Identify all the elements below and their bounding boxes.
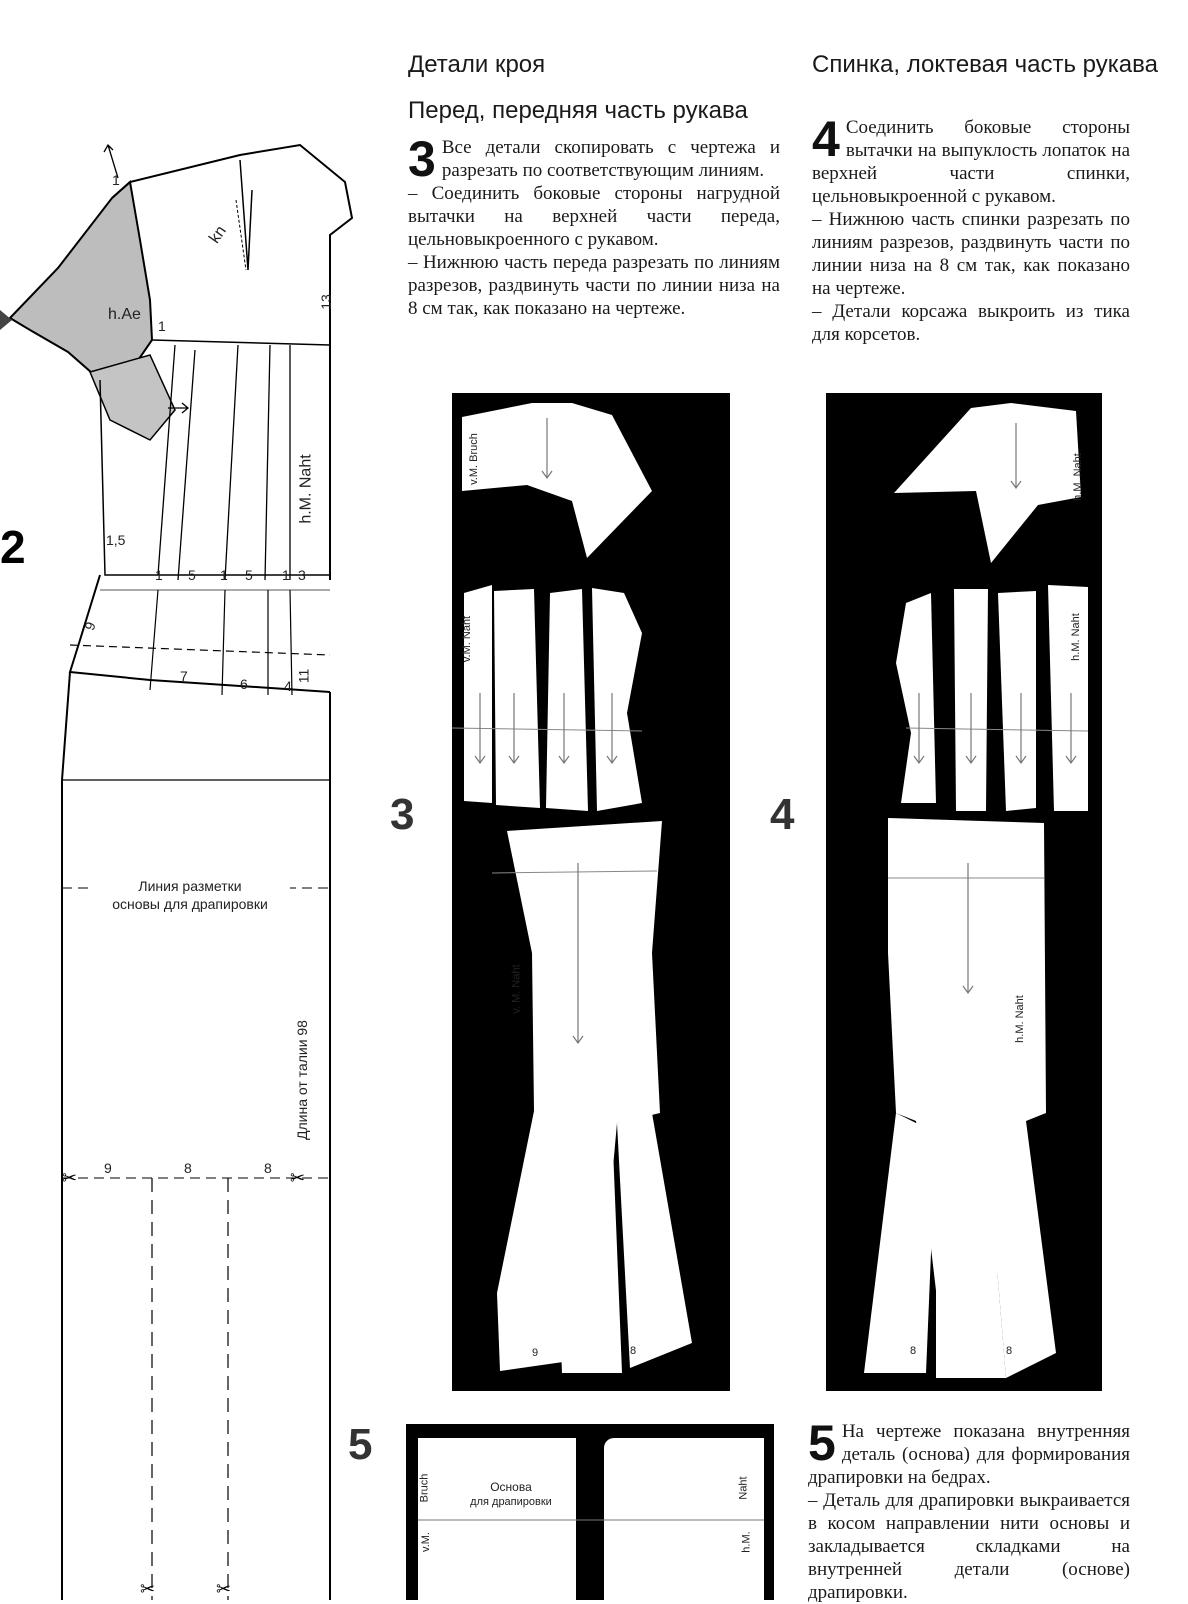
svg-text:✂: ✂ <box>216 1579 232 1599</box>
length-label: Длина от талии 98 <box>294 1020 310 1140</box>
label-row1-f: 3 <box>298 567 306 583</box>
dropcap-4: 4 <box>812 111 840 167</box>
p3-vm-bruch: v.M. Bruch <box>467 433 480 485</box>
label-1-5: 1,5 <box>106 532 126 548</box>
heading-front: Перед, передняя часть рукава <box>408 97 748 124</box>
figure-number-3: 3 <box>390 790 415 839</box>
text-block-5 <box>808 1415 1130 1604</box>
figure-number-2: 2 <box>0 521 26 573</box>
label-row2-a: 7 <box>180 668 188 684</box>
paragraph-3-3: – Нижнюю часть переда разрезать по линиям разрезов, раздвинуть части по линии низа на 8 см так, как показано на чертеже. <box>408 252 780 319</box>
svg-text:✂: ✂ <box>290 1168 306 1188</box>
p5-osnova2: для драпировки <box>470 1496 552 1508</box>
markup-line-label: Линия разметки <box>90 878 290 894</box>
paragraph-3-2: – Соединить боковые стороны нагрудной вытачки на верхней части переда, цельновыкроенного с рукавом. <box>408 183 780 250</box>
bottom-num-8a: 8 <box>184 1160 192 1176</box>
p4-hm-naht-b: h.M. Naht <box>1069 613 1082 661</box>
bottom-num-8b: 8 <box>264 1160 272 1176</box>
label-hm-naht: h.M. Naht <box>297 454 315 524</box>
label-row1-d: 5 <box>245 567 253 583</box>
label-row1-b: 5 <box>188 567 196 583</box>
label-row1-c: 1 <box>220 567 228 583</box>
paragraph-4-1: Соединить боковые стороны вытачки на выпуклость лопаток на верхней части спинки, цельновыкроенной с рукавом. <box>812 117 1130 207</box>
text-block-4 <box>812 111 1130 346</box>
paragraph-4-3: – Детали корсажа выкроить из тика для корсетов. <box>812 301 1130 345</box>
svg-text:✂: ✂ <box>62 1168 78 1188</box>
label-row2-d: 11 <box>295 668 312 684</box>
label-1a: 1 <box>158 318 166 334</box>
paragraph-5-1: На чертеже показана внутренняя деталь (основа) для формирования драпировки на бедрах. <box>808 1421 1130 1488</box>
pattern-drawing-2 <box>0 0 360 1600</box>
paragraph-4-2: – Нижнюю часть спинки разрезать по линиям разрезов, раздвинуть части по линии низа на 8 см так, как показано на чертеже. <box>812 209 1130 299</box>
pattern-panel-5 <box>406 1424 774 1600</box>
label-row1-a: 1 <box>155 567 163 583</box>
label-kn: kn <box>206 222 230 247</box>
label-hae: h.Ae <box>108 306 141 323</box>
label-13: 13 <box>317 294 334 310</box>
bottom-num-9: 9 <box>104 1160 112 1176</box>
figure-number-4: 4 <box>770 790 795 839</box>
markup-line-label2: основы для драпировки <box>112 896 268 912</box>
p5-naht: Naht <box>737 1476 750 1500</box>
p5-bruch: Bruch <box>418 1473 431 1503</box>
p4-hm-naht-c: h.M. Naht <box>1013 995 1026 1043</box>
pattern-panel-4 <box>826 393 1102 1391</box>
label-row2-c: 4 <box>284 678 292 694</box>
p5-osnova: Основа <box>490 1480 532 1494</box>
dropcap-5: 5 <box>808 1415 836 1471</box>
p4-num-8b: 8 <box>1006 1345 1013 1357</box>
heading-cut-details: Детали кроя <box>408 51 546 78</box>
pattern-panel-3 <box>452 393 730 1391</box>
p3-num-9: 9 <box>532 1347 539 1359</box>
label-1b: 1 <box>112 172 120 188</box>
p3-vm-naht: v.M. Naht <box>461 615 474 663</box>
svg-text:✂: ✂ <box>140 1579 156 1599</box>
p5-hm: h.M. <box>740 1531 753 1553</box>
p3-num-8: 8 <box>630 1345 637 1357</box>
heading-back: Спинка, локтевая часть рукава <box>812 51 1158 78</box>
label-9: 9 <box>81 619 99 633</box>
label-row1-e: 1 <box>282 567 290 583</box>
dropcap-3: 3 <box>408 131 436 187</box>
text-block-3 <box>408 131 780 320</box>
figure-number-5: 5 <box>348 1420 373 1469</box>
p3-vm-naht2: v. M. Naht <box>510 964 523 1014</box>
label-row2-b: 6 <box>240 676 248 692</box>
paragraph-3-1: Все детали скопировать с чертежа и разрезать по соответствующим линиям. <box>441 137 780 181</box>
p4-num-8a: 8 <box>910 1345 917 1357</box>
p4-hm-naht-a: h.M. Naht <box>1071 453 1084 501</box>
p5-vm: v.M. <box>419 1532 432 1552</box>
paragraph-5-2: – Деталь для драпировки выкраивается в косом направлении нити основы и закладывается складками на внутренней детали (основе) драпировки. <box>808 1490 1130 1603</box>
